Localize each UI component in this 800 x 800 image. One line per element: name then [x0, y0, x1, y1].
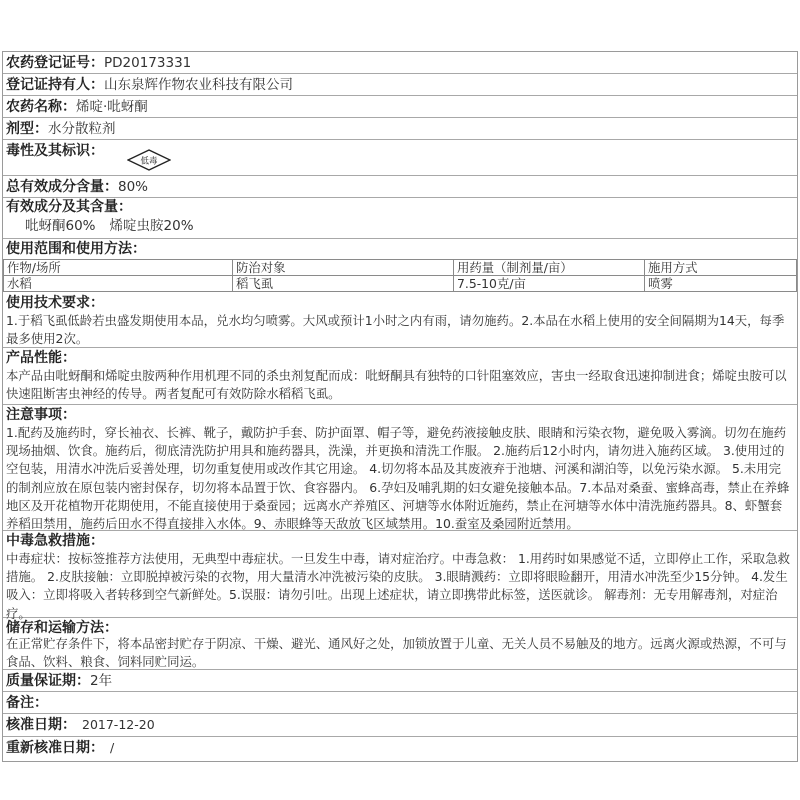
name-label: 农药名称：: [6, 99, 76, 115]
storage-text: 在正常贮存条件下，将本品密封贮存于阴凉、干燥、避光、通风好之处，加锁放置于儿童、无关人员不易触及的地方。远离火源或热源，不可与食品、饮料、粮食、饲料同贮同运。: [6, 636, 787, 670]
ingredient-item: 吡蚜酮60%: [25, 218, 96, 234]
reapproval-date-label: 重新核准日期：: [6, 740, 104, 756]
table-cell: 水稻: [4, 276, 233, 292]
storage-title: 储存和运输方法：: [6, 620, 118, 636]
toxicity-label: 毒性及其标识：: [6, 143, 104, 159]
performance-text: 本产品由吡蚜酮和烯啶虫胺两种作用机理不同的杀虫剂复配而成：吡蚜酮具有独特的口针阻塞效应，害虫一经取食迅速抑制进食；烯啶虫胺可以快速阻断害虫神经的传导。两者复配可有效防除水稻稻飞虱。: [6, 368, 787, 402]
table-header-cell: 防治对象: [233, 260, 454, 276]
label-document: [2, 51, 798, 762]
table-cell: 喷雾: [645, 276, 797, 292]
table-header-cell: 用药量（制剂量/亩）: [454, 260, 645, 276]
total-content-value: 80%: [118, 179, 149, 195]
technique-text: 1.于稻飞虱低龄若虫盛发期使用本品，兑水均匀喷雾。大风或预计1小时之内有雨，请勿施药。2.本品在水稻上使用的安全间隔期为14天，每季最多使用2次。: [6, 313, 785, 347]
shelf-life-row: [3, 670, 797, 692]
approval-date-label: 核准日期：: [6, 717, 76, 733]
remarks-row: [3, 692, 797, 714]
precautions-title: 注意事项：: [6, 407, 76, 423]
form-row: [3, 118, 797, 140]
table-header-row: [4, 260, 797, 276]
name-row: [3, 96, 797, 118]
table-header-cell: 作物/场所: [4, 260, 233, 276]
precautions-section: [3, 405, 797, 531]
approval-date-value: 2017-12-20: [82, 717, 155, 732]
form-value: 水分散粒剂: [48, 121, 116, 137]
ingredients-label: 有效成分及其含量：: [6, 199, 132, 215]
storage-section: [3, 618, 797, 670]
badge-text: 低毒: [140, 156, 158, 167]
name-value: 烯啶·吡蚜酮: [76, 99, 148, 115]
reapproval-date-row: [3, 737, 797, 761]
table-cell: 稻飞虱: [233, 276, 454, 292]
total-content-label: 总有效成分含量：: [6, 179, 118, 195]
approval-date-row: [3, 714, 797, 737]
reapproval-date-value: /: [110, 740, 115, 755]
ingredients-row: [3, 198, 797, 239]
holder-label: 登记证持有人：: [6, 77, 104, 93]
reg-no-label: 农药登记证号：: [6, 55, 104, 71]
usage-scope-row: [3, 239, 797, 259]
holder-value: 山东泉辉作物农业科技有限公司: [104, 77, 293, 93]
reg-no-row: [3, 52, 797, 74]
table-header-cell: 施用方式: [645, 260, 797, 276]
remarks-label: 备注：: [6, 695, 48, 711]
first-aid-text: 中毒症状：按标签推荐方法使用，无典型中毒症状。一旦发生中毒，请对症治疗。中毒急救： 1.用药时如果感觉不适，立即停止工作，采取急救措施。 2.皮肤接触：立即脱掉被污染的衣物，用大量清水冲洗被污染的皮肤。 3.眼睛溅药：立即将眼睑翻开，用清水冲洗至少15分钟。 4.发生吸入：立即将吸入者转移到空气新鲜处。5.误服：请勿引吐。出现上述症状，请立即携带此标签，送医就诊。 解毒剂：无专用解毒剂，对症治疗。: [6, 551, 790, 621]
usage-scope-title: 使用范围和使用方法：: [6, 241, 146, 257]
table-row: [4, 276, 797, 292]
ingredient-item: 烯啶虫胺20%: [109, 218, 194, 234]
total-content-row: [3, 176, 797, 198]
precautions-text: 1.配药及施药时，穿长袖衣、长裤、靴子，戴防护手套、防护面罩、帽子等，避免药液接触皮肤、眼睛和污染衣物，避免吸入雾滴。切勿在施药现场抽烟、饮食。施药后，彻底清洗防护用具和施药器具，洗澡，并更换和清洗工作服。 2.施药后12小时内，请勿进入施药区域。 3.使用过的空包装，用清水冲洗后妥善处理，切勿重复使用或改作其它用途。 4.切勿将本品及其废液弃于池塘、河溪和湖泊等，以免污染水源。 5.未用完的制剂应放在原包装内密封保存，切勿将本品置于饮、食容器内。 6.孕妇及哺乳期的妇女避免接触本品。7.本品对桑蚕、蜜蜂高毒，禁止在养蜂地区及开花植物开花期使用，不能直接使用于桑蚕园；远离水产养殖区、河塘等水体附近施药，禁止在河塘等水体中清洗施药器具。8、虾蟹套养稻田禁用，施药后田水不得直接排入水体。9、赤眼蜂等天敌放飞区域禁用。10.蚕室及桑园附近禁用。: [6, 425, 790, 532]
performance-section: [3, 348, 797, 405]
holder-row: [3, 74, 797, 96]
technique-section: [3, 293, 797, 348]
low-toxicity-badge-icon: [127, 149, 171, 171]
performance-title: 产品性能：: [6, 350, 76, 366]
usage-table: [3, 259, 797, 292]
shelf-life-value: 2年: [90, 673, 113, 689]
first-aid-title: 中毒急救措施：: [6, 533, 104, 549]
toxicity-row: [3, 140, 797, 176]
first-aid-section: [3, 531, 797, 621]
technique-title: 使用技术要求：: [6, 295, 104, 311]
table-cell: 7.5-10克/亩: [454, 276, 645, 292]
shelf-life-label: 质量保证期：: [6, 673, 90, 689]
reg-no-value: PD20173331: [104, 55, 192, 71]
form-label: 剂型：: [6, 121, 48, 137]
